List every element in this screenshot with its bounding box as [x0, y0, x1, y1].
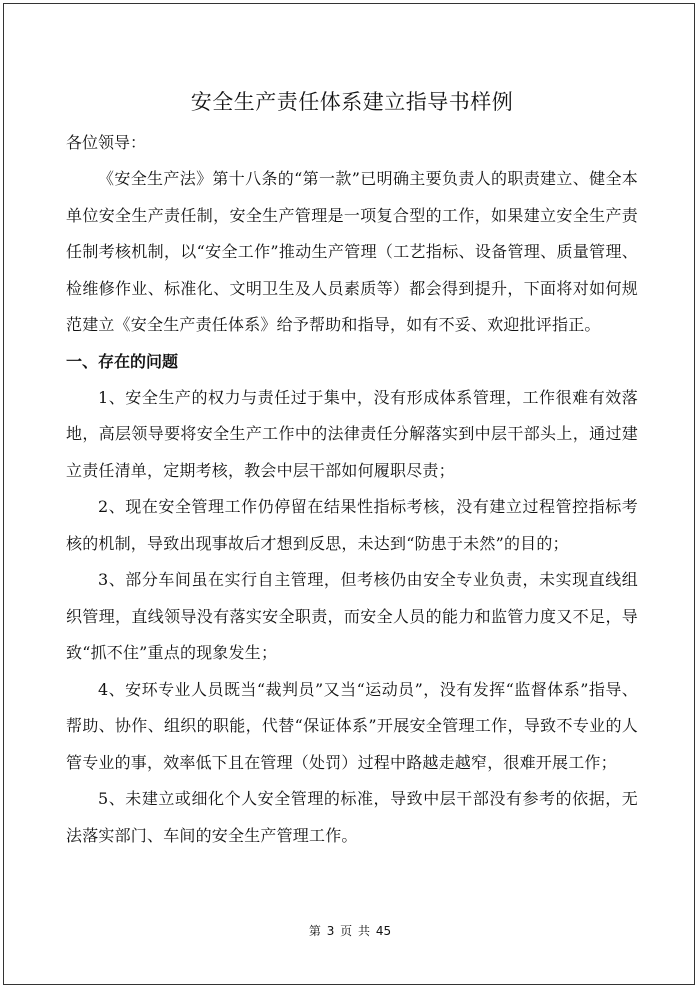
document-body [66, 83, 638, 854]
footer-total-label: 共 [358, 924, 371, 938]
footer-page-label: 第 [308, 924, 321, 938]
problem-item-4: 4、安环专业人员既当“裁判员”又当“运动员”，没有发挥“监督体系”指导、帮助、协作、组织的职能，代替“保证体系”开展安全管理工作，导致不专业的人管专业的事，效率低下且在管理（处罚）过程中路越走越窄，很难开展工作； [66, 679, 638, 772]
problem-item-5: 5、未建立或细化个人安全管理的标准，导致中层干部没有参考的依据，无法落实部门、车间的安全生产管理工作。 [66, 789, 638, 845]
document-title: 安全生产责任体系建立指导书样例 [190, 90, 514, 114]
salutation: 各位领导： [66, 133, 147, 152]
problem-item-1: 1、安全生产的权力与责任过于集中，没有形成体系管理，工作很难有效落地，高层领导要将安全生产工作中的法律责任分解落实到中层干部头上，通过建立责任清单，定期考核，教会中层干部如何履职尽责； [66, 387, 638, 480]
section-heading: 一、存在的问题 [66, 351, 179, 371]
footer-page-unit: 页 [340, 924, 353, 938]
problem-item-3: 3、部分车间虽在实行自主管理，但考核仍由安全专业负责，未实现直线组织管理，直线领导没有落实安全职责，而安全人员的能力和监管力度又不足，导致“抓不住”重点的现象发生； [66, 570, 638, 662]
footer-total-pages: 45 [375, 924, 392, 938]
footer-current-page: 3 [326, 924, 335, 938]
problem-item-2: 2、现在安全管理工作仍停留在结果性指标考核，没有建立过程管控指标考核的机制，导致出现事故后才想到反思，未达到“防患于未然”的目的； [66, 497, 638, 553]
page-footer [0, 922, 700, 939]
intro-paragraph: 《安全生产法》第十八条的“第一款”已明确主要负责人的职责建立、健全本单位安全生产责任制，安全生产管理是一项复合型的工作，如果建立安全生产责任制考核机制，以“安全工作”推动生产管理（工艺指标、设备管理、质量管理、检维修作业、标准化、文明卫生及人员素质等）都会得到提升，下面将对如何规范建立《安全生产责任体系》给予帮助和指导，如有不妥、欢迎批评指正。 [66, 169, 638, 334]
